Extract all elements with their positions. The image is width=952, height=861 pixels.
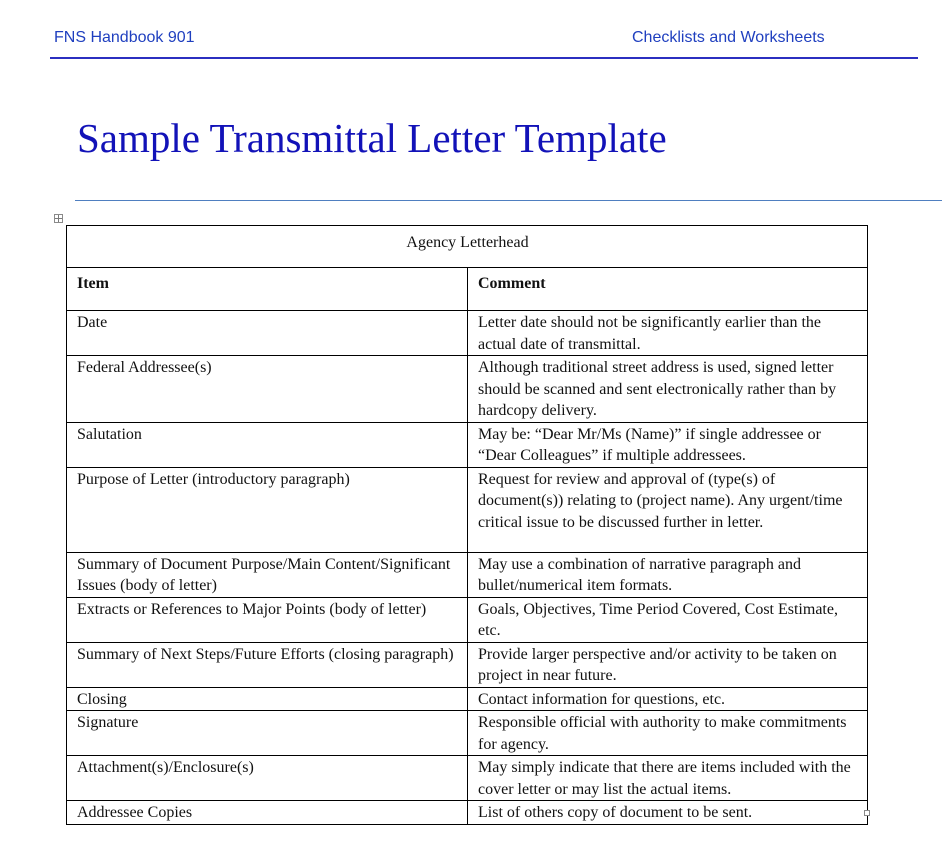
comment-cell: Contact information for questions, etc.	[468, 687, 868, 711]
comment-cell: Responsible official with authority to make commitments for agency.	[468, 711, 868, 756]
table-row	[67, 711, 868, 756]
table-row	[67, 552, 868, 597]
comment-cell: May be: “Dear Mr/Ms (Name)” if single addressee or “Dear Colleagues” if multiple addressees.	[468, 422, 868, 467]
item-cell: Attachment(s)/Enclosure(s)	[67, 756, 468, 801]
comment-cell: May simply indicate that there are items included with the cover letter or may list the actual items.	[468, 756, 868, 801]
item-cell: Salutation	[67, 422, 468, 467]
table-row	[67, 356, 868, 423]
item-cell: Extracts or References to Major Points (body of letter)	[67, 597, 468, 642]
header-section-label: Checklists and Worksheets	[632, 29, 825, 46]
comment-cell: List of others copy of document to be sent.	[468, 801, 868, 825]
comment-cell: Although traditional street address is used, signed letter should be scanned and sent electronically rather than by hardcopy delivery.	[468, 356, 868, 423]
item-cell: Date	[67, 311, 468, 356]
column-header-comment: Comment	[468, 268, 868, 311]
table-row	[67, 756, 868, 801]
item-cell: Purpose of Letter (introductory paragraph)	[67, 467, 468, 552]
item-cell: Addressee Copies	[67, 801, 468, 825]
item-cell: Federal Addressee(s)	[67, 356, 468, 423]
table-row	[67, 642, 868, 687]
letterhead-cell: Agency Letterhead	[67, 226, 868, 268]
comment-cell: Request for review and approval of (type(s) of document(s)) relating to (project name). Any urgent/time critical issue to be discussed further in letter.	[468, 467, 868, 552]
title-divider	[75, 200, 942, 201]
table-row	[67, 422, 868, 467]
table-resize-handle-icon[interactable]	[864, 810, 870, 816]
item-cell: Signature	[67, 711, 468, 756]
table-row	[67, 467, 868, 552]
table-header-row	[67, 268, 868, 311]
transmittal-table	[66, 225, 868, 825]
column-header-item: Item	[67, 268, 468, 311]
letterhead-row	[67, 226, 868, 268]
page-title: Sample Transmittal Letter Template	[77, 115, 667, 161]
table-row	[67, 801, 868, 825]
header-handbook-label: FNS Handbook 901	[54, 29, 195, 46]
comment-cell: Provide larger perspective and/or activity to be taken on project in near future.	[468, 642, 868, 687]
table-row	[67, 687, 868, 711]
item-cell: Summary of Next Steps/Future Efforts (closing paragraph)	[67, 642, 468, 687]
table-row	[67, 311, 868, 356]
comment-cell: Letter date should not be significantly earlier than the actual date of transmittal.	[468, 311, 868, 356]
comment-cell: May use a combination of narrative paragraph and bullet/numerical item formats.	[468, 552, 868, 597]
table-row	[67, 597, 868, 642]
item-cell: Summary of Document Purpose/Main Content/Significant Issues (body of letter)	[67, 552, 468, 597]
item-cell: Closing	[67, 687, 468, 711]
header-divider	[50, 57, 918, 59]
comment-cell: Goals, Objectives, Time Period Covered, Cost Estimate, etc.	[468, 597, 868, 642]
table-move-handle-icon[interactable]	[54, 214, 63, 223]
